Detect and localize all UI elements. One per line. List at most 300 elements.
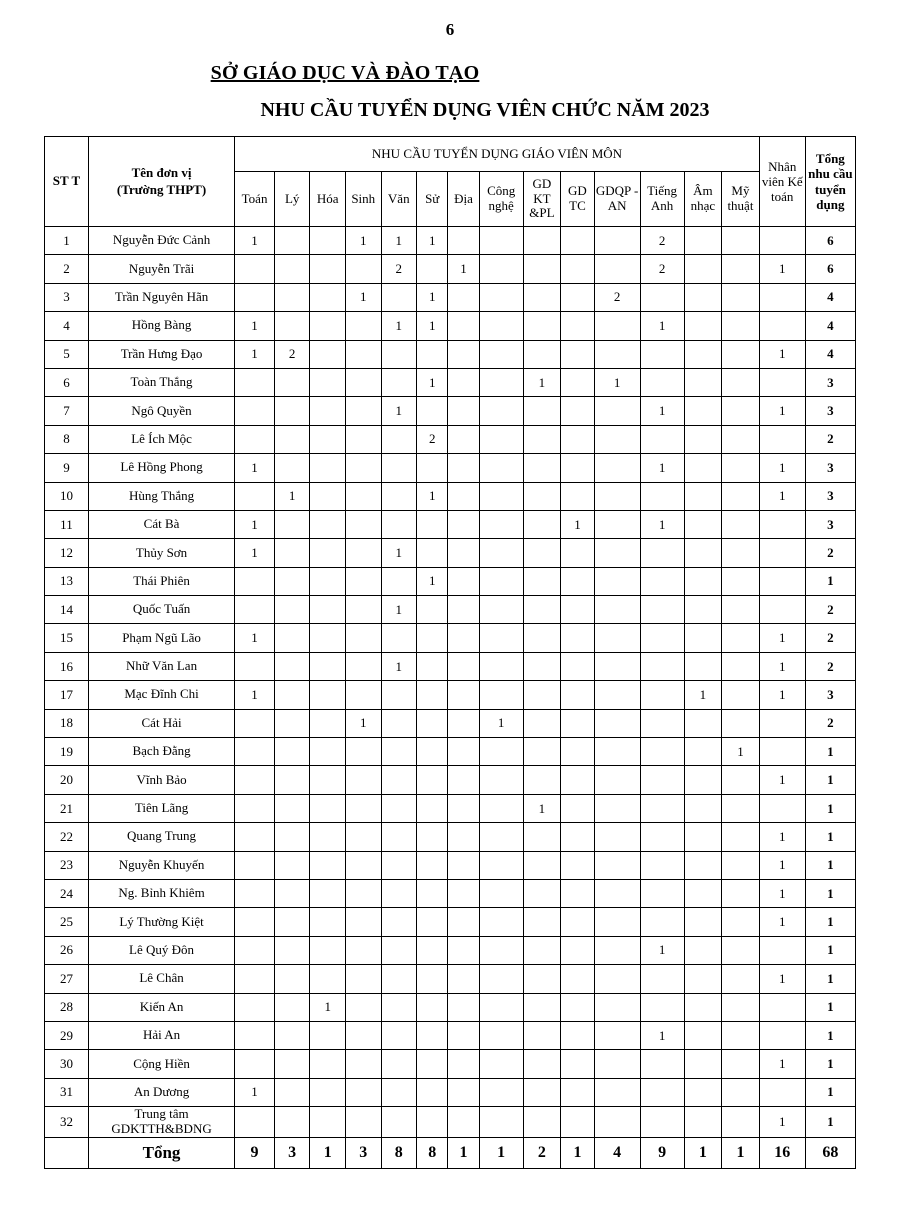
row-subject-count — [381, 624, 417, 652]
row-subject-count — [448, 454, 479, 482]
row-subject-count — [594, 255, 640, 283]
row-subject-count — [684, 1050, 722, 1078]
row-subject-count — [594, 652, 640, 680]
row-subject-count — [448, 823, 479, 851]
row-subject-count — [345, 425, 381, 453]
row-subject-count — [523, 652, 561, 680]
row-subject-count — [235, 823, 275, 851]
row-subject-count — [235, 738, 275, 766]
row-subject-count — [274, 1021, 310, 1049]
row-subject-count — [381, 851, 417, 879]
row-total-count: 1 — [805, 908, 855, 936]
table-row — [45, 624, 856, 652]
header-subject-mythuat: Mỹ thuật — [722, 172, 760, 227]
row-subject-count — [684, 227, 722, 255]
row-subject-count — [479, 1021, 523, 1049]
row-subject-count — [640, 879, 684, 907]
row-subject-count: 1 — [640, 510, 684, 538]
row-subject-count — [381, 283, 417, 311]
row-index: 27 — [45, 965, 89, 993]
row-subject-count — [381, 908, 417, 936]
row-accountant-count: 1 — [759, 482, 805, 510]
row-subject-count: 2 — [640, 227, 684, 255]
row-subject-count — [523, 993, 561, 1021]
row-accountant-count — [759, 709, 805, 737]
row-subject-count — [684, 965, 722, 993]
row-subject-count — [310, 283, 346, 311]
row-subject-count — [684, 539, 722, 567]
row-accountant-count — [759, 1078, 805, 1106]
row-subject-count — [310, 567, 346, 595]
row-subject-count — [684, 1107, 722, 1138]
row-subject-count — [594, 340, 640, 368]
row-total-count: 2 — [805, 624, 855, 652]
row-subject-count: 1 — [417, 283, 448, 311]
row-subject-count: 1 — [235, 1078, 275, 1106]
row-subject-count — [345, 908, 381, 936]
row-subject-count: 1 — [381, 652, 417, 680]
row-subject-count — [417, 766, 448, 794]
row-subject-count — [235, 255, 275, 283]
row-index: 20 — [45, 766, 89, 794]
table-row — [45, 993, 856, 1021]
total-subject-count: 3 — [274, 1137, 310, 1168]
row-subject-count — [345, 510, 381, 538]
row-subject-count — [594, 993, 640, 1021]
row-subject-count: 1 — [417, 368, 448, 396]
row-subject-count — [684, 397, 722, 425]
heading-main: NHU CẦU TUYỂN DỤNG VIÊN CHỨC NĂM 2023 — [260, 99, 710, 121]
row-total-count: 2 — [805, 425, 855, 453]
row-subject-count — [640, 851, 684, 879]
row-subject-count — [561, 539, 594, 567]
row-subject-count — [345, 482, 381, 510]
row-unit-name: Quang Trung — [88, 823, 234, 851]
row-subject-count: 1 — [235, 312, 275, 340]
header-subject-gdqpan: GDQP - AN — [594, 172, 640, 227]
row-subject-count — [235, 482, 275, 510]
row-subject-count: 1 — [640, 454, 684, 482]
table-body — [45, 227, 856, 1169]
row-subject-count — [274, 681, 310, 709]
total-row-blank — [45, 1137, 89, 1168]
row-subject-count — [417, 908, 448, 936]
row-subject-count — [594, 1050, 640, 1078]
row-total-count: 3 — [805, 681, 855, 709]
row-subject-count — [561, 851, 594, 879]
row-subject-count — [310, 255, 346, 283]
row-subject-count — [381, 1107, 417, 1138]
row-subject-count: 1 — [448, 255, 479, 283]
row-subject-count — [310, 425, 346, 453]
row-subject-count — [381, 681, 417, 709]
row-subject-count — [684, 482, 722, 510]
row-total-count: 4 — [805, 340, 855, 368]
row-subject-count — [310, 652, 346, 680]
row-index: 22 — [45, 823, 89, 851]
row-subject-count — [594, 681, 640, 709]
row-subject-count — [684, 1078, 722, 1106]
row-subject-count — [561, 567, 594, 595]
row-subject-count — [479, 908, 523, 936]
row-subject-count: 2 — [640, 255, 684, 283]
table-row — [45, 908, 856, 936]
row-subject-count — [594, 510, 640, 538]
row-subject-count — [523, 823, 561, 851]
row-subject-count: 1 — [310, 993, 346, 1021]
row-subject-count — [722, 965, 760, 993]
row-accountant-count: 1 — [759, 851, 805, 879]
table-row — [45, 567, 856, 595]
row-subject-count — [523, 255, 561, 283]
row-subject-count — [561, 255, 594, 283]
row-index: 2 — [45, 255, 89, 283]
row-unit-name: Nguyễn Đức Cảnh — [88, 227, 234, 255]
row-accountant-count: 1 — [759, 652, 805, 680]
row-subject-count — [448, 425, 479, 453]
row-unit-name: Quốc Tuấn — [88, 596, 234, 624]
row-subject-count — [417, 879, 448, 907]
row-subject-count — [448, 1021, 479, 1049]
row-subject-count — [345, 454, 381, 482]
row-subject-count — [722, 255, 760, 283]
row-subject-count — [479, 454, 523, 482]
row-subject-count — [684, 738, 722, 766]
row-unit-name: An Dương — [88, 1078, 234, 1106]
row-total-count: 1 — [805, 965, 855, 993]
row-subject-count — [448, 624, 479, 652]
row-subject-count — [448, 851, 479, 879]
row-subject-count — [310, 454, 346, 482]
row-unit-name: Cộng Hiền — [88, 1050, 234, 1078]
row-subject-count — [722, 539, 760, 567]
row-subject-count — [417, 993, 448, 1021]
header-subject-group: NHU CẦU TUYỂN DỤNG GIÁO VIÊN MÔN — [235, 137, 760, 172]
row-subject-count — [274, 312, 310, 340]
row-subject-count — [381, 482, 417, 510]
row-subject-count — [381, 1078, 417, 1106]
table-row — [45, 709, 856, 737]
row-subject-count — [479, 681, 523, 709]
row-subject-count — [235, 851, 275, 879]
row-total-count: 6 — [805, 255, 855, 283]
row-subject-count — [235, 1021, 275, 1049]
row-subject-count — [722, 908, 760, 936]
table-header — [45, 137, 856, 227]
row-subject-count — [640, 567, 684, 595]
row-subject-count — [640, 283, 684, 311]
row-subject-count — [448, 596, 479, 624]
row-subject-count — [594, 596, 640, 624]
row-subject-count: 1 — [684, 681, 722, 709]
row-subject-count — [310, 908, 346, 936]
row-total-count: 1 — [805, 1107, 855, 1138]
row-accountant-count — [759, 312, 805, 340]
row-subject-count — [594, 1107, 640, 1138]
row-total-count: 3 — [805, 482, 855, 510]
row-subject-count — [345, 1078, 381, 1106]
row-subject-count — [684, 766, 722, 794]
row-subject-count — [479, 340, 523, 368]
row-subject-count — [274, 823, 310, 851]
table-row — [45, 255, 856, 283]
header-subject-van: Văn — [381, 172, 417, 227]
row-subject-count: 1 — [523, 368, 561, 396]
row-subject-count — [640, 340, 684, 368]
row-index: 1 — [45, 227, 89, 255]
row-subject-count — [310, 823, 346, 851]
row-total-count: 3 — [805, 510, 855, 538]
row-subject-count — [235, 368, 275, 396]
row-subject-count — [561, 936, 594, 964]
row-subject-count — [417, 624, 448, 652]
row-subject-count — [684, 709, 722, 737]
table-row — [45, 652, 856, 680]
row-subject-count — [310, 709, 346, 737]
row-subject-count — [722, 936, 760, 964]
table-row — [45, 965, 856, 993]
row-unit-name: Ngô Quyền — [88, 397, 234, 425]
row-subject-count — [722, 993, 760, 1021]
row-subject-count — [684, 567, 722, 595]
row-subject-count — [640, 1107, 684, 1138]
row-index: 21 — [45, 794, 89, 822]
row-subject-count — [274, 936, 310, 964]
row-subject-count — [235, 425, 275, 453]
row-index: 3 — [45, 283, 89, 311]
row-subject-count — [722, 567, 760, 595]
row-subject-count — [594, 794, 640, 822]
row-unit-name: Lê Hồng Phong — [88, 454, 234, 482]
row-total-count: 1 — [805, 993, 855, 1021]
row-accountant-count — [759, 567, 805, 595]
row-subject-count — [640, 624, 684, 652]
row-subject-count — [448, 283, 479, 311]
row-subject-count — [417, 539, 448, 567]
table-row — [45, 879, 856, 907]
row-accountant-count — [759, 738, 805, 766]
row-subject-count — [640, 539, 684, 567]
header-subject-ly: Lý — [274, 172, 310, 227]
row-subject-count — [310, 766, 346, 794]
header-subject-sinh: Sinh — [345, 172, 381, 227]
row-accountant-count: 1 — [759, 681, 805, 709]
header-accountant: Nhân viên Kế toán — [759, 137, 805, 227]
table-row — [45, 397, 856, 425]
row-subject-count — [640, 908, 684, 936]
row-subject-count — [448, 936, 479, 964]
row-subject-count — [684, 908, 722, 936]
row-accountant-count: 1 — [759, 965, 805, 993]
row-subject-count — [235, 709, 275, 737]
row-subject-count — [381, 965, 417, 993]
row-subject-count — [561, 993, 594, 1021]
row-subject-count — [640, 738, 684, 766]
row-total-count: 1 — [805, 766, 855, 794]
row-subject-count — [381, 936, 417, 964]
row-subject-count — [235, 936, 275, 964]
total-subject-count: 1 — [684, 1137, 722, 1168]
header-subject-su: Sử — [417, 172, 448, 227]
row-subject-count — [722, 425, 760, 453]
row-accountant-count: 1 — [759, 1050, 805, 1078]
row-subject-count — [274, 652, 310, 680]
row-subject-count — [523, 965, 561, 993]
row-subject-count — [479, 567, 523, 595]
row-subject-count — [345, 596, 381, 624]
row-subject-count — [274, 283, 310, 311]
row-subject-count — [594, 539, 640, 567]
row-subject-count — [479, 227, 523, 255]
row-subject-count — [310, 738, 346, 766]
row-accountant-count — [759, 936, 805, 964]
row-subject-count — [561, 368, 594, 396]
row-subject-count — [684, 624, 722, 652]
row-subject-count — [684, 283, 722, 311]
row-accountant-count: 1 — [759, 624, 805, 652]
header-unit — [88, 137, 234, 227]
row-index: 25 — [45, 908, 89, 936]
row-subject-count — [722, 482, 760, 510]
row-subject-count — [235, 794, 275, 822]
row-subject-count — [523, 227, 561, 255]
row-subject-count — [684, 312, 722, 340]
total-subject-count: 1 — [479, 1137, 523, 1168]
row-subject-count — [479, 312, 523, 340]
row-subject-count — [722, 340, 760, 368]
row-subject-count — [479, 766, 523, 794]
row-subject-count — [722, 681, 760, 709]
total-subject-count: 9 — [235, 1137, 275, 1168]
row-subject-count — [310, 227, 346, 255]
row-subject-count: 2 — [274, 340, 310, 368]
row-subject-count — [274, 510, 310, 538]
row-subject-count — [345, 823, 381, 851]
row-subject-count — [381, 425, 417, 453]
row-subject-count — [235, 993, 275, 1021]
row-subject-count — [345, 1050, 381, 1078]
row-subject-count — [561, 766, 594, 794]
row-subject-count — [594, 823, 640, 851]
header-subject-tienganh: Tiếng Anh — [640, 172, 684, 227]
row-subject-count — [345, 255, 381, 283]
row-total-count: 1 — [805, 567, 855, 595]
row-subject-count — [479, 539, 523, 567]
table-row — [45, 340, 856, 368]
row-subject-count — [561, 738, 594, 766]
row-subject-count — [448, 794, 479, 822]
row-subject-count — [479, 1050, 523, 1078]
table-row — [45, 454, 856, 482]
row-subject-count — [561, 965, 594, 993]
row-subject-count: 1 — [345, 709, 381, 737]
row-subject-count — [640, 993, 684, 1021]
row-index: 7 — [45, 397, 89, 425]
table-row — [45, 539, 856, 567]
row-subject-count — [640, 794, 684, 822]
row-subject-count: 1 — [381, 596, 417, 624]
row-subject-count: 1 — [722, 738, 760, 766]
header-unit-line1: Tên đơn vị — [131, 164, 192, 180]
row-subject-count — [274, 794, 310, 822]
row-index: 16 — [45, 652, 89, 680]
row-subject-count — [235, 397, 275, 425]
row-accountant-count — [759, 510, 805, 538]
row-subject-count — [310, 482, 346, 510]
row-subject-count — [561, 482, 594, 510]
row-subject-count: 1 — [381, 312, 417, 340]
header-subject-gdtc: GD TC — [561, 172, 594, 227]
row-subject-count — [479, 596, 523, 624]
row-subject-count — [448, 340, 479, 368]
row-subject-count — [640, 1050, 684, 1078]
row-subject-count — [523, 425, 561, 453]
total-accountant-count: 16 — [759, 1137, 805, 1168]
row-index: 5 — [45, 340, 89, 368]
row-subject-count — [722, 624, 760, 652]
row-subject-count — [381, 567, 417, 595]
row-unit-name: Hải An — [88, 1021, 234, 1049]
row-subject-count — [448, 539, 479, 567]
row-subject-count — [448, 709, 479, 737]
row-subject-count — [448, 993, 479, 1021]
row-index: 6 — [45, 368, 89, 396]
row-subject-count — [345, 993, 381, 1021]
row-subject-count — [640, 709, 684, 737]
row-unit-name: Trung tâm GDKTTH&BDNG — [88, 1107, 234, 1138]
row-total-count: 6 — [805, 227, 855, 255]
row-subject-count — [417, 255, 448, 283]
row-subject-count — [561, 879, 594, 907]
row-subject-count — [640, 596, 684, 624]
row-subject-count — [594, 312, 640, 340]
row-subject-count: 1 — [381, 227, 417, 255]
row-subject-count — [684, 454, 722, 482]
row-subject-count — [381, 709, 417, 737]
row-subject-count: 2 — [417, 425, 448, 453]
table-row — [45, 312, 856, 340]
row-subject-count — [523, 539, 561, 567]
row-subject-count — [417, 794, 448, 822]
row-subject-count — [523, 624, 561, 652]
row-accountant-count — [759, 283, 805, 311]
row-subject-count: 2 — [594, 283, 640, 311]
row-subject-count: 1 — [640, 397, 684, 425]
row-subject-count — [594, 397, 640, 425]
row-subject-count — [448, 766, 479, 794]
row-subject-count: 1 — [235, 624, 275, 652]
row-total-count: 1 — [805, 1021, 855, 1049]
row-total-count: 1 — [805, 1050, 855, 1078]
row-subject-count — [479, 1107, 523, 1138]
row-subject-count — [448, 227, 479, 255]
row-subject-count — [310, 340, 346, 368]
row-subject-count — [310, 681, 346, 709]
row-subject-count — [310, 1050, 346, 1078]
row-total-count: 1 — [805, 936, 855, 964]
row-subject-count — [381, 368, 417, 396]
header-subject-toan: Toán — [235, 172, 275, 227]
row-subject-count — [448, 482, 479, 510]
row-subject-count — [274, 1050, 310, 1078]
row-total-count: 1 — [805, 823, 855, 851]
row-total-count: 2 — [805, 709, 855, 737]
row-subject-count — [684, 823, 722, 851]
row-subject-count — [594, 965, 640, 993]
row-subject-count — [640, 425, 684, 453]
row-subject-count — [417, 681, 448, 709]
row-subject-count — [417, 709, 448, 737]
